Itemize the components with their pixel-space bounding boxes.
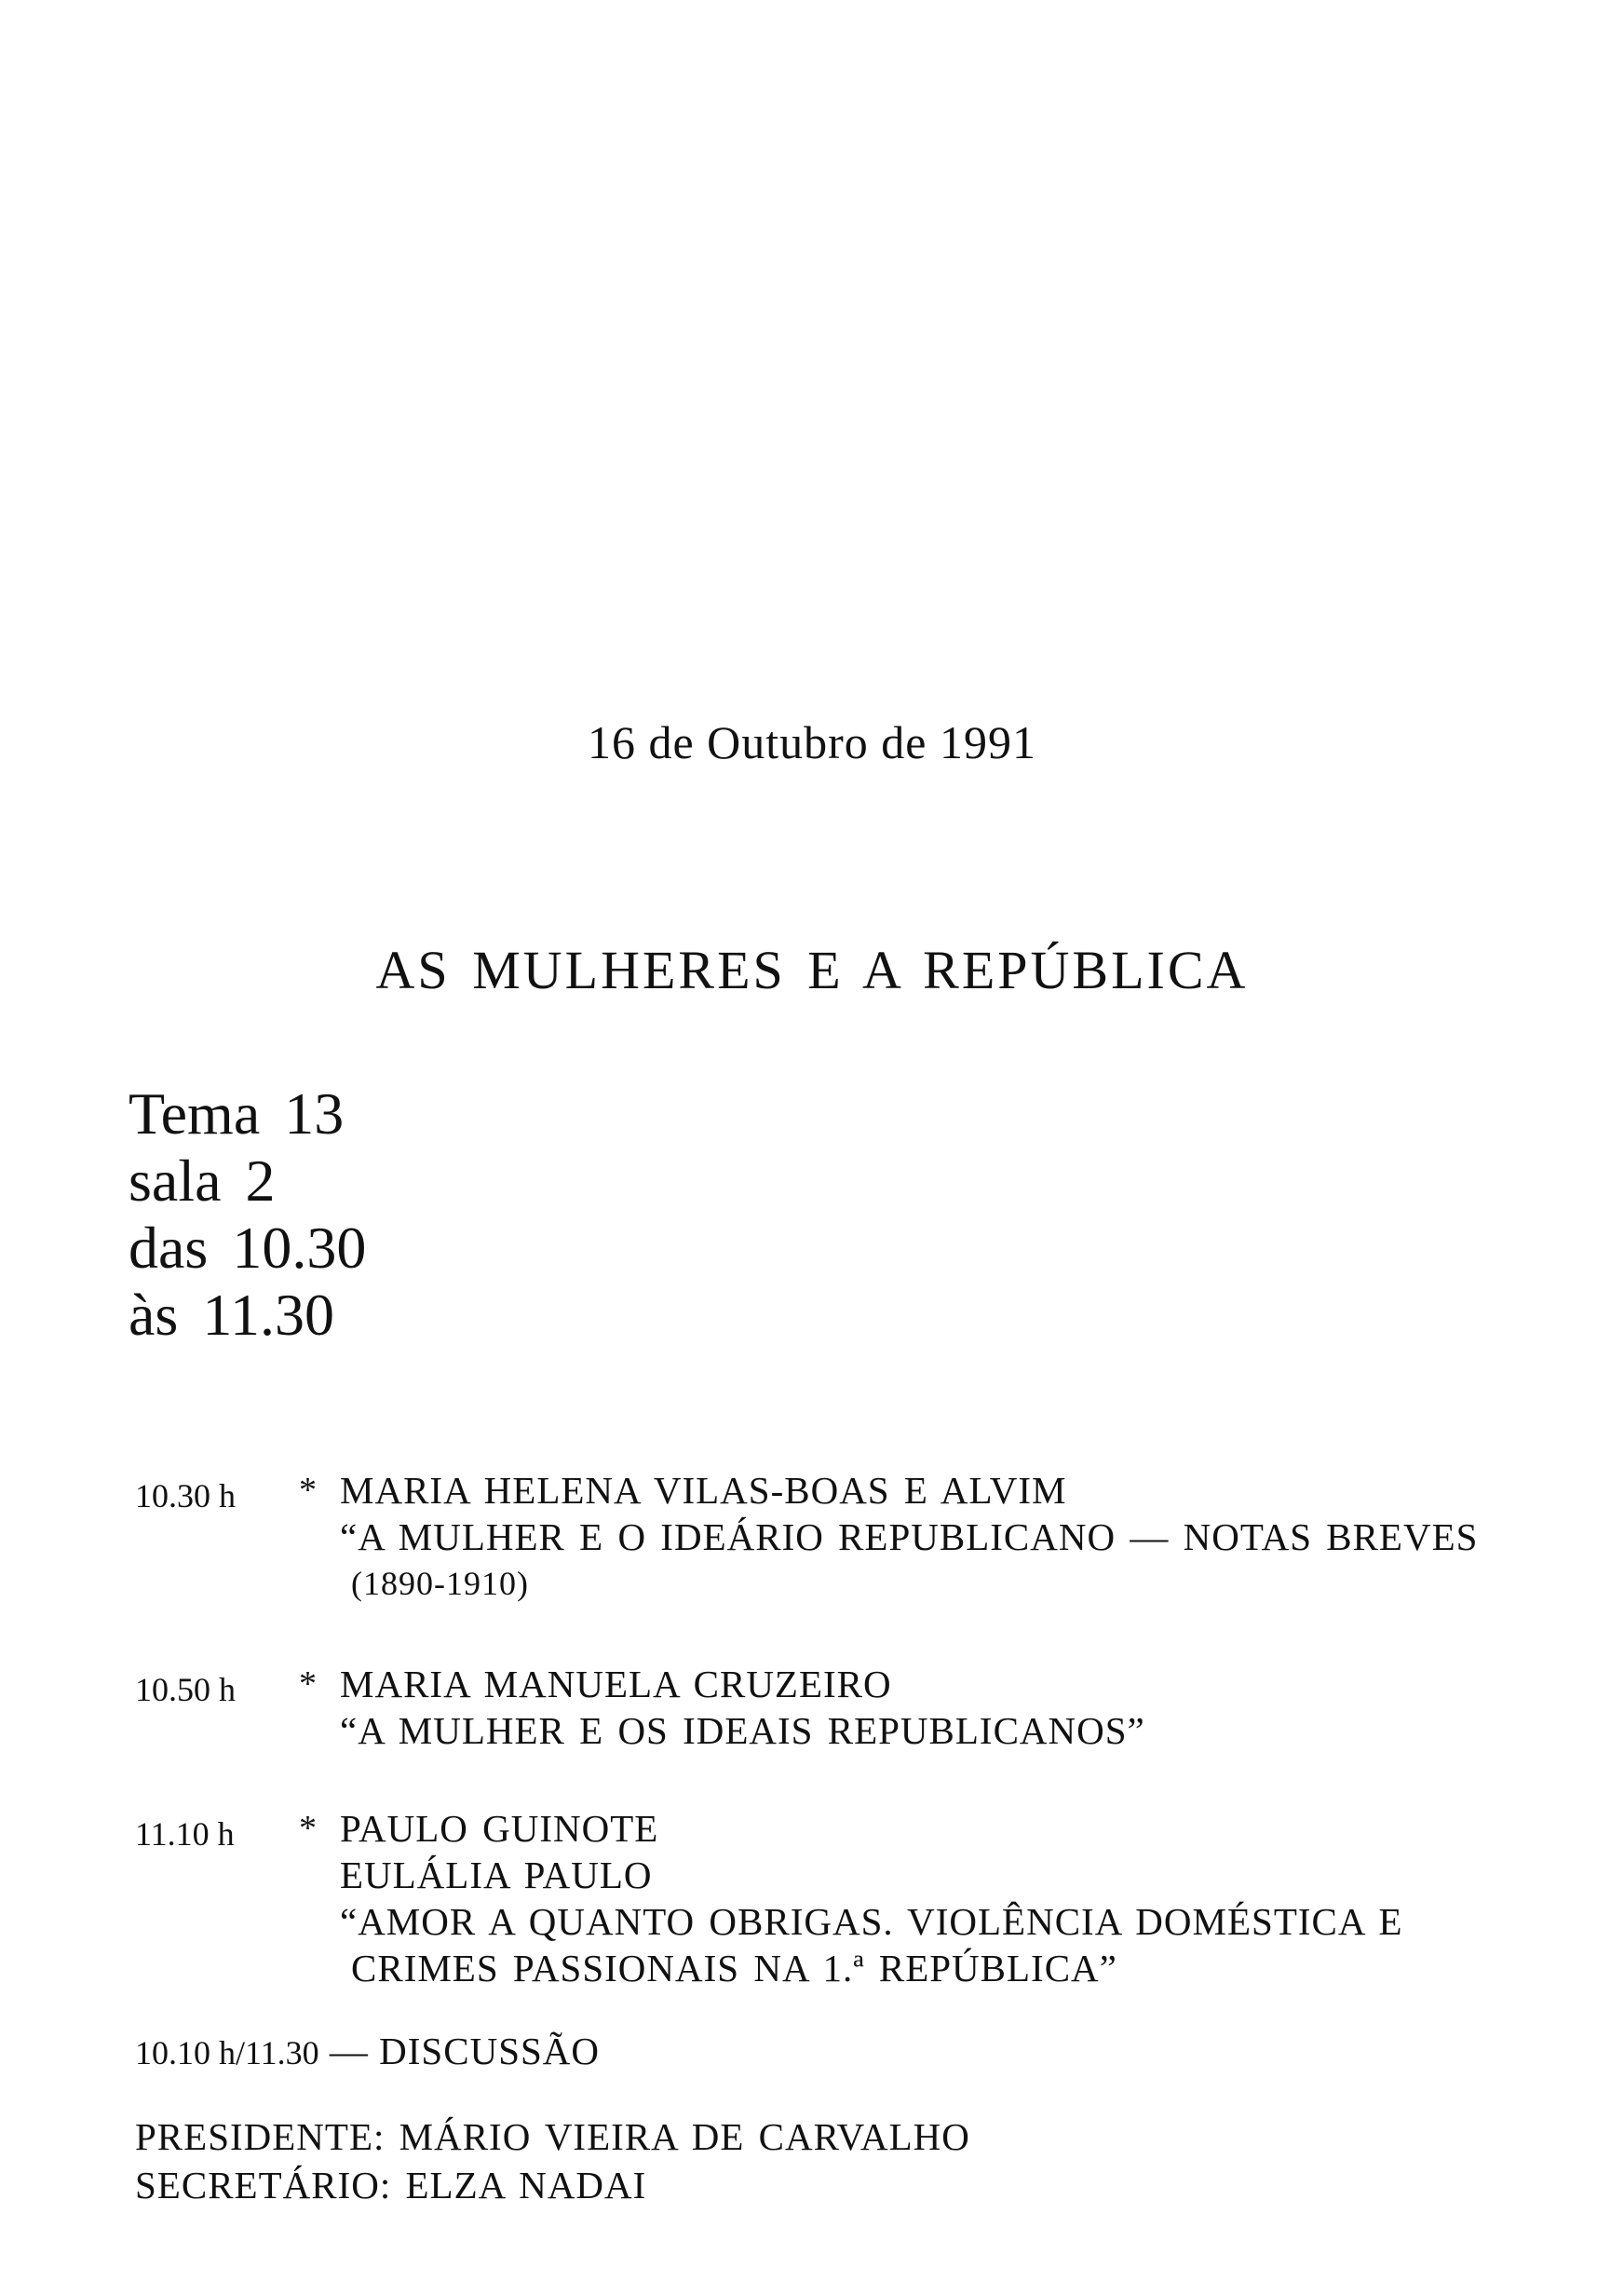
session-president: PRESIDENTE: MÁRIO VIEIRA DE CARVALHO (135, 2115, 970, 2158)
talk-title-line: “A MULHER E O IDEÁRIO REPUBLICANO — NOTAS BREVES (340, 1515, 1479, 1558)
talk-speaker: EULÁLIA PAULO (340, 1854, 653, 1896)
talk-time: 10.50 h (135, 1671, 236, 1708)
talk-details (340, 1467, 1478, 1607)
session-start: das 10.30 (129, 1215, 367, 1281)
session-end: às 11.30 (129, 1282, 334, 1348)
talk-speaker: PAULO GUINOTE (340, 1807, 659, 1850)
event-date: 16 de Outubro de 1991 (587, 716, 1037, 768)
talk-title-line: (1890-1910) (351, 1565, 529, 1602)
session-title: AS MULHERES E A REPÚBLICA (375, 940, 1249, 1000)
discussion-time: 10.10 h/11.30 (135, 2034, 319, 2071)
talk-time: 11.10 h (135, 1815, 235, 1853)
talk-details (340, 1805, 1403, 1991)
session-info (129, 1080, 366, 1349)
discussion-label: — DISCUSSÃO (329, 2030, 601, 2072)
talk-title-line: “AMOR A QUANTO OBRIGAS. VIOLÊNCIA DOMÉSTICA E (340, 1900, 1403, 1943)
talk-title-line: CRIMES PASSIONAIS NA 1.ª REPÚBLICA” (351, 1947, 1117, 1989)
talk-bullet: * (299, 1471, 317, 1510)
talk-speaker: MARIA HELENA VILAS-BOAS E ALVIM (340, 1469, 1067, 1512)
talk-details (340, 1661, 1145, 1754)
session-room: sala 2 (129, 1148, 276, 1214)
talk-time: 10.30 h (135, 1477, 236, 1514)
talk-speaker: MARIA MANUELA CRUZEIRO (340, 1663, 892, 1705)
talk-title-line: “A MULHER E OS IDEAIS REPUBLICANOS” (340, 1709, 1145, 1752)
discussion-line (135, 2029, 600, 2073)
session-officers (135, 2112, 970, 2209)
session-secretary: SECRETÁRIO: ELZA NADAI (135, 2164, 647, 2207)
session-theme: Tema 13 (129, 1080, 345, 1147)
talk-bullet: * (299, 1809, 317, 1848)
talk-bullet: * (299, 1664, 317, 1704)
